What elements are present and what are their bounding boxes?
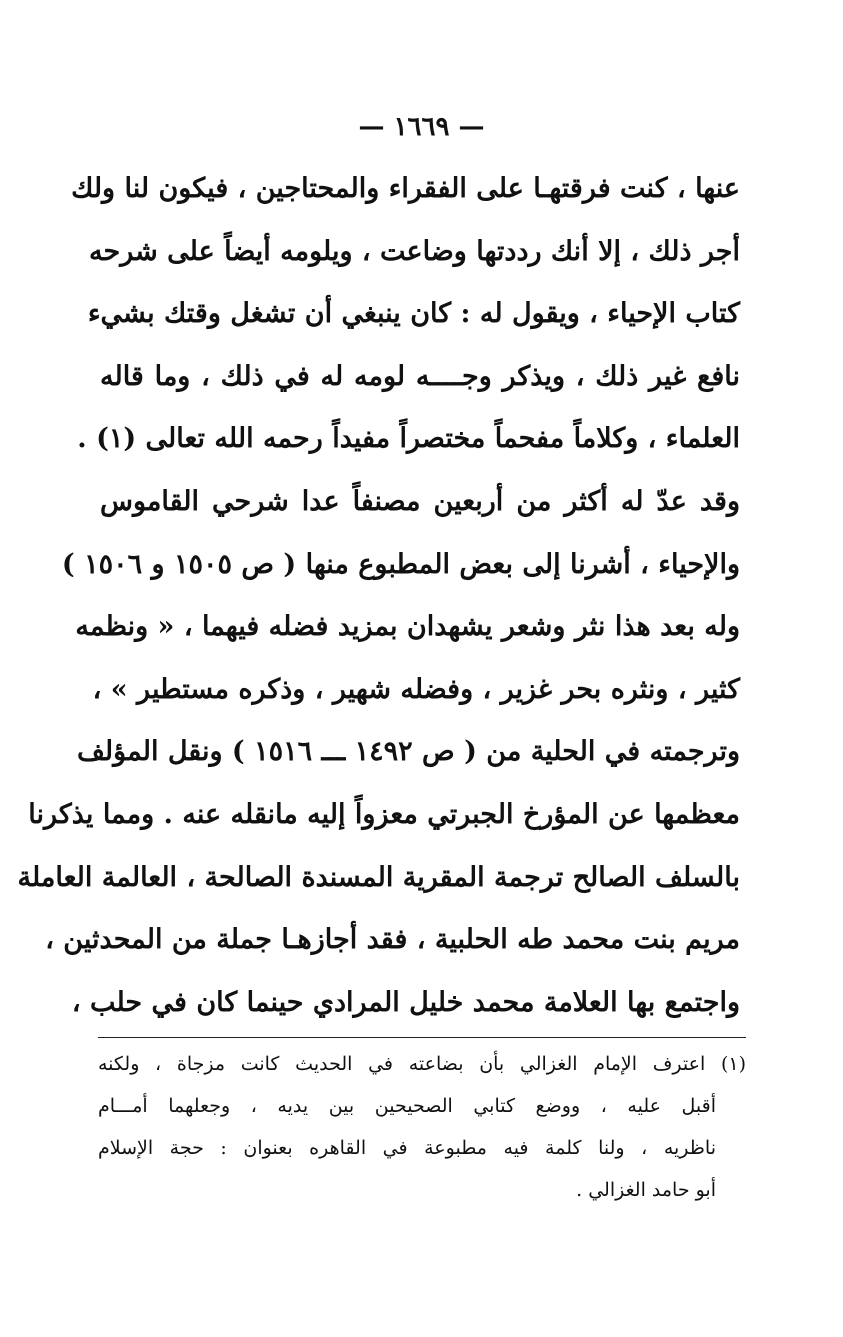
text-line: عنها ، كنت فرقتهـا على الفقراء والمحتاجين ، فيكون لنا ولك [71,173,740,204]
page-number: — ١٦٦٩ — [358,112,485,142]
footnote-line: (١) اعترف الإمام الغزالي بأن بضاعته في الحديث كانت مزجاة ، ولكنه [98,1053,746,1075]
text-line: وقد عدّ له أكثر من أربعين مصنفاً عدا شرحي القاموس [100,485,740,517]
text-line: أجر ذلك ، إلا أنك رددتها وضاعت ، ويلومه أيضاً على شرحه [89,235,740,267]
text-line: وترجمته في الحلية من ( ص ١٤٩٢ ـــ ١٥١٦ ) ونقل المؤلف [76,736,740,768]
text-line: بالسلف الصالح ترجمة المقرية المسندة الصالحة ، العالمة العاملة [17,861,740,893]
footnote [98,1043,746,1211]
text-line: مريم بنت محمد طه الحلبية ، فقد أجازهـا جملة من المحدثين ، [45,924,740,956]
text-line: كتاب الإحياء ، ويقول له : كان ينبغي أن تشغل وقتك بشيء [87,298,740,330]
text-line: والإحياء ، أشرنا إلى بعض المطبوع منها ( ص ١٥٠٥ و ١٥٠٦ ) [61,548,740,580]
footnote-line: أقبل عليه ، ووضع كتابي الصحيحين بين يديه ، وجعلهما أمـــام [98,1095,716,1117]
footnote-line: أبو حامد الغزالي . [576,1179,716,1201]
text-line: وله بعد هذا نثر وشعر يشهدان بمزيد فضله فيهما ، « ونظمه [75,611,740,643]
main-text [17,158,740,1034]
text-line: كثير ، ونثره بحر غزير ، وفضله شهير ، وذكره مستطير » ، [92,673,740,705]
footnote-divider [98,1037,746,1038]
text-line: نافع غير ذلك ، ويذكر وجــــه لومه له في ذلك ، وما قاله [100,360,740,392]
text-line: واجتمع بها العلامة محمد خليل المرادي حينما كان في حلب ، [71,986,740,1018]
footnote-line: ناظريه ، ولنا كلمة فيه مطبوعة في القاهره بعنوان : حجة الإسلام [98,1137,716,1159]
text-line: معظمها عن المؤرخ الجبرتي معزواً إليه مانقله عنه . ومما يذكرنا [28,798,740,830]
text-line: العلماء ، وكلاماً مفحماً مختصراً مفيداً رحمه الله تعالى (١) . [77,423,740,455]
